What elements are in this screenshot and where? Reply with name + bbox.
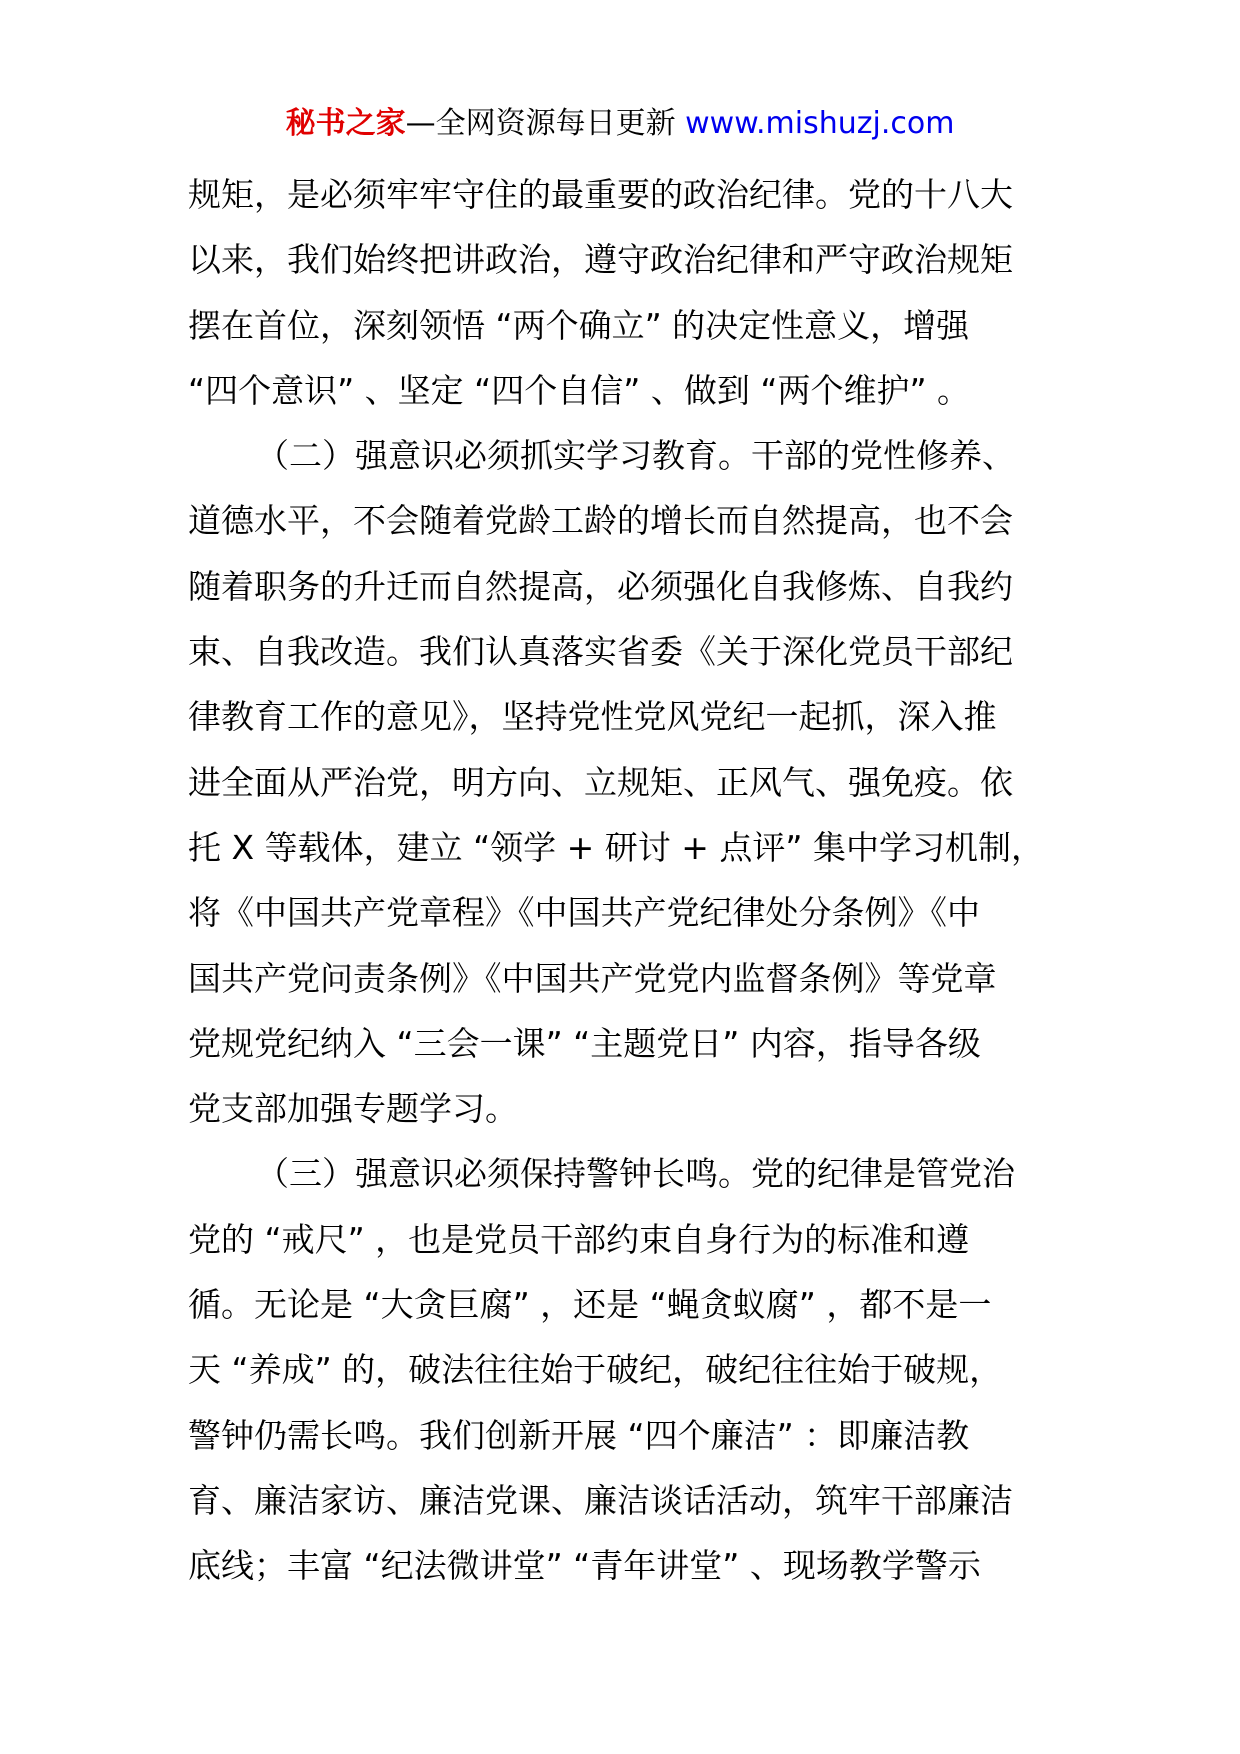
paragraph-2-first-line: （二）强意识必须抓实学习教育。干部的党性修养、: [256, 436, 1015, 476]
text-line: 循。无论是 “大贪巨腐” ，还是 “蝇贪蚁腐” ，都不是一: [188, 1285, 992, 1325]
text-line: 律教育工作的意见》，坚持党性党风党纪一起抓，深入推: [188, 697, 997, 737]
text-line: 底线；丰富 “纪法微讲堂” “青年讲堂” 、现场教学警示: [188, 1546, 981, 1586]
text-line: 警钟仍需长鸣。我们创新开展 “四个廉洁” ：即廉洁教: [188, 1415, 970, 1455]
paragraph-3-first-line: （三）强意识必须保持警钟长鸣。党的纪律是管党治: [256, 1154, 1015, 1194]
document-body: [188, 162, 1054, 1599]
text-line: 党规党纪纳入 “三会一课” “主题党日” 内容，指导各级: [188, 1023, 981, 1063]
text-line: 国共产党问责条例》《中国共产党党内监督条例》等党章: [188, 958, 997, 998]
page-header: [0, 100, 1240, 148]
text-line: 党的 “戒尺” ，也是党员干部约束自身行为的标准和遵: [188, 1219, 970, 1259]
site-tagline: —全网资源每日更新: [405, 106, 686, 141]
site-url-link[interactable]: www.mishuzj.com: [685, 106, 955, 141]
text-line: 以来，我们始终把讲政治，遵守政治纪律和严守政治规矩: [188, 240, 1013, 280]
text-line: “四个意识” 、坚定 “四个自信” 、做到 “两个维护” 。: [188, 370, 971, 410]
site-brand: 秘书之家: [285, 106, 406, 141]
text-line: 束、自我改造。我们认真落实省委《关于深化党员干部纪: [188, 632, 1013, 672]
text-line: 党支部加强专题学习。: [188, 1089, 518, 1129]
text-line: 进全面从严治党，明方向、立规矩、正风气、强免疫。依: [188, 762, 1013, 802]
text-line: 随着职务的升迁而自然提高，必须强化自我修炼、自我约: [188, 566, 1013, 606]
text-line: 道德水平，不会随着党龄工龄的增长而自然提高，也不会: [188, 501, 1013, 541]
text-line: 托 X 等载体，建立 “领学 + 研讨 + 点评” 集中学习机制，: [188, 827, 1045, 867]
text-line: 规矩，是必须牢牢守住的最重要的政治纪律。党的十八大: [188, 175, 1013, 214]
text-line: 育、廉洁家访、廉洁党课、廉洁谈话活动，筑牢干部廉洁: [188, 1480, 1013, 1520]
text-line: 摆在首位，深刻领悟 “两个确立” 的决定性意义，增强: [188, 305, 970, 345]
text-line: 将《中国共产党章程》《中国共产党纪律处分条例》《中: [188, 893, 980, 933]
text-line: 天 “养成” 的，破法往往始于破纪，破纪往往始于破规，: [188, 1350, 1003, 1390]
